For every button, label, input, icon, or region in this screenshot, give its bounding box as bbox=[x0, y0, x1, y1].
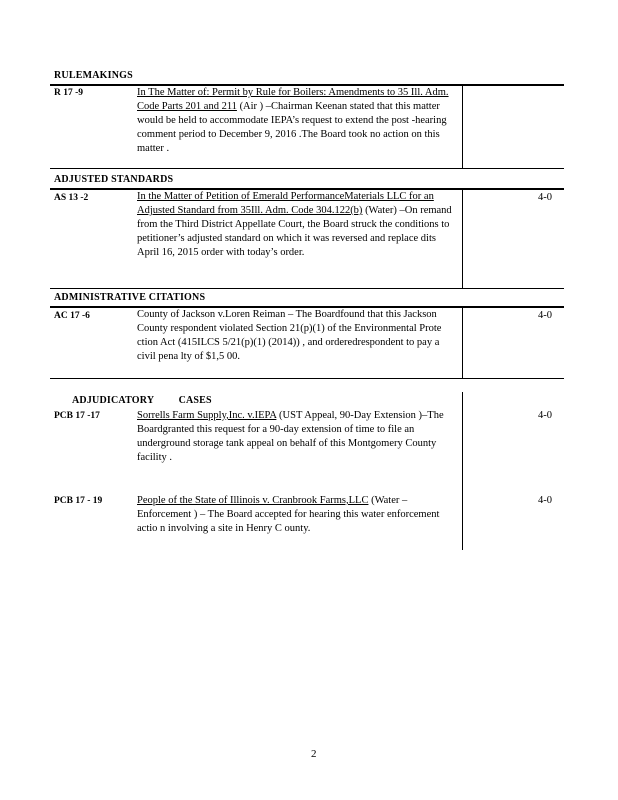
docket-number: AC 17 -6 bbox=[54, 311, 90, 321]
case-title: In The Matter of: Permit by Rule for Boilers: Amendments to 35 Ill. Adm. Code Parts 201 and 211 bbox=[137, 87, 449, 112]
docket-number: PCB 17 -17 bbox=[54, 411, 100, 421]
column-divider bbox=[462, 190, 463, 288]
entry-body: (Water) –On remand from the Third District Appellate Court, the Board struck the conditions to petitioner’s adjusted standard on which it was reversed and replace dits April 16, 2015 order with today’s order. bbox=[137, 205, 452, 258]
column-divider bbox=[462, 308, 463, 378]
vote-count: 4-0 bbox=[538, 495, 552, 506]
entry-text bbox=[137, 409, 455, 465]
section-heading-administrative-citations: ADMINISTRATIVE CITATIONS bbox=[54, 292, 206, 303]
section-rule bbox=[50, 378, 564, 379]
entry-body: (Water –Enforcement ) – The Board accepted for hearing this water enforcement actio n involving a site in Henry C ounty. bbox=[137, 495, 440, 534]
entry-text bbox=[137, 86, 455, 156]
entry-text bbox=[137, 190, 455, 260]
section-rule bbox=[50, 288, 564, 289]
vote-count: 4-0 bbox=[538, 310, 552, 321]
entry-text bbox=[137, 308, 455, 364]
entry-body: (UST Appeal, 90-Day Extension )–The Boardgranted this request for a 90-day extension of time to file an underground storage tank appeal on behalf of this Montgomery County facility . bbox=[137, 410, 444, 463]
docket-number: AS 13 -2 bbox=[54, 193, 89, 203]
section-heading-rulemakings: RULEMAKINGS bbox=[54, 70, 133, 81]
entry-body: (Air ) –Chairman Keenan stated that this matter would be held to accommodate IEPA’s request to extend the post -hearing comment period to December 9, 2016 .The Board took no action on this matter . bbox=[137, 101, 447, 154]
docket-number: R 17 -9 bbox=[54, 88, 84, 98]
vote-count: 4-0 bbox=[538, 192, 552, 203]
docket-number: PCB 17 - 19 bbox=[54, 496, 103, 506]
vote-count: 4-0 bbox=[538, 410, 552, 421]
entry-body: County of Jackson v.Loren Reiman – The Boardfound that this Jackson County respondent violated Section 21(p)(1) of the Environmental Prote ction Act (415ILCS 5/21(p)(1) (2014)) , and orderedrespondent to pay a civil pena lty of $1,5 00. bbox=[137, 309, 442, 362]
column-divider bbox=[462, 392, 463, 550]
case-title: Sorrells Farm Supply,Inc. v.IEPA bbox=[137, 410, 277, 421]
case-title: People of the State of Illinois v. Cranbrook Farms,LLC bbox=[137, 495, 369, 506]
section-heading-adjudicatory-cases: ADJUDICATORY CASES bbox=[72, 395, 212, 406]
section-rule bbox=[50, 168, 564, 169]
page-number: 2 bbox=[311, 748, 317, 760]
case-title: In the Matter of Petition of Emerald PerformanceMaterials LLC for an Adjusted Standard from 35Ill. Adm. Code 304.122(b) bbox=[137, 191, 434, 216]
entry-text bbox=[137, 494, 455, 536]
column-divider bbox=[462, 86, 463, 168]
section-heading-adjusted-standards: ADJUSTED STANDARDS bbox=[54, 174, 174, 185]
